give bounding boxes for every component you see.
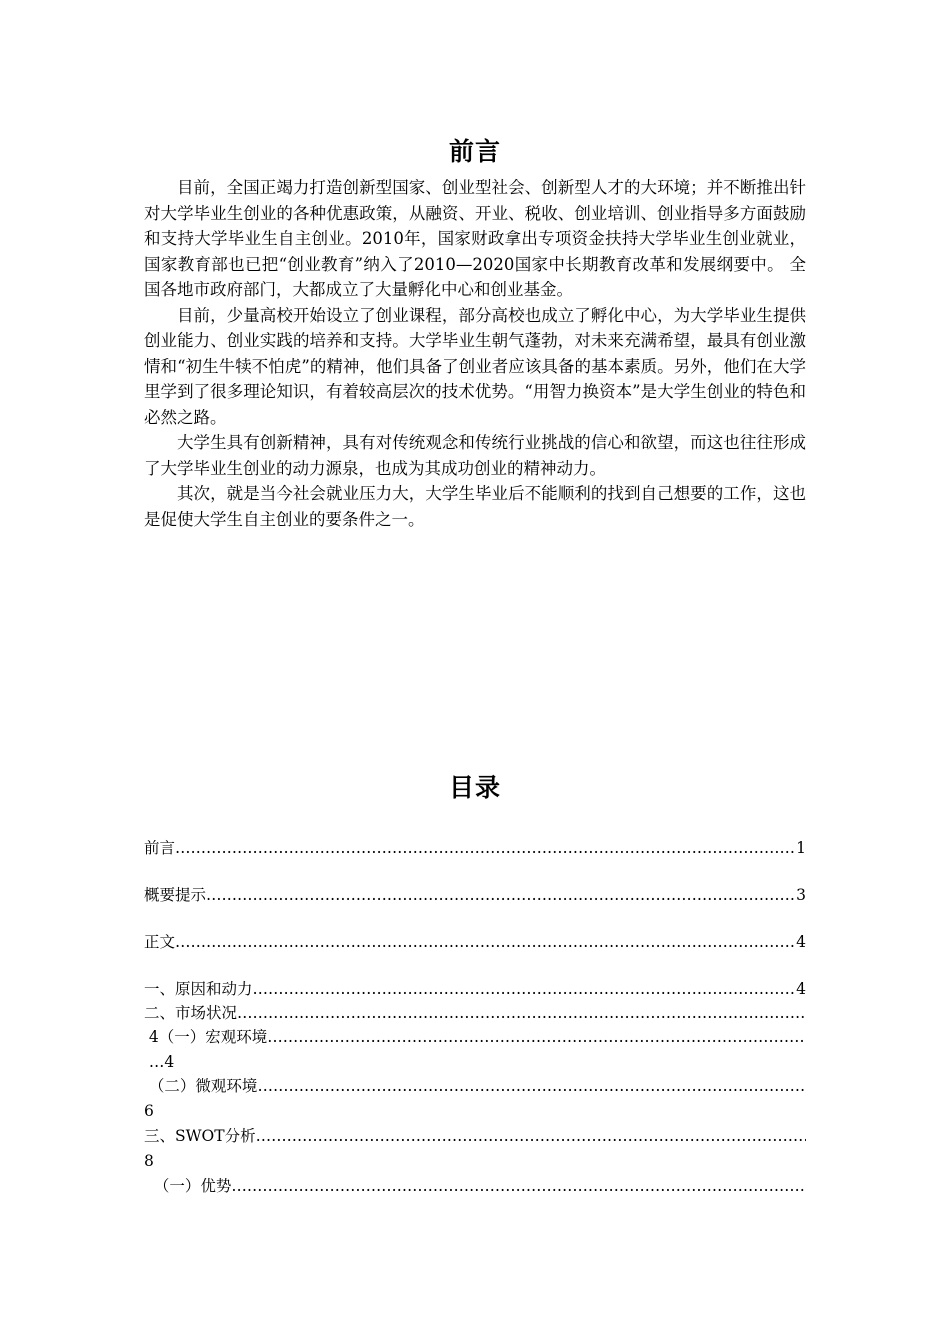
toc-entry-label: 4（一）宏观环境 (144, 1028, 268, 1046)
toc-leader-dots (175, 931, 796, 953)
toc-leader-dots (267, 1026, 806, 1048)
toc-entry-page: 4 (796, 933, 806, 951)
preface-paragraph-1: 目前，全国正竭力打造创新型国家、创业型社会、创新型人才的大环境；并不断推出针对大学毕业生创业的各种优惠政策，从融资、开业、税收、创业培训、创业指导多方面鼓励和支持大学毕业生自主创业。2010年，国家财政拿出专项资金扶持大学毕业生创业就业，国家教育部也已把“创业教育”纳入了2010—2020国家中长期教育改革和发展纲要中。 全国各地市政府部门，大都成立了大量孵化中心和创业基金。 (144, 178, 806, 299)
preface-paragraph-2: 目前，少量高校开始设立了创业课程，部分高校也成立了孵化中心，为大学毕业生提供创业能力、创业实践的培养和支持。大学毕业生朝气蓬勃，对未来充满希望，最具有创业激情和“初生牛犊不怕虎”的精神，他们具备了创业者应该具备的基本素质。另外，他们在大学里学到了很多理论知识，有着较高层次的技术优势。“用智力换资本”是大学生创业的特色和必然之路。 (144, 305, 806, 427)
toc-entry-causes[interactable] (144, 978, 806, 1000)
toc-entry-label: 二、市场状况 (144, 1004, 238, 1022)
toc-entry-label: （二）微观环境 (144, 1077, 258, 1095)
preface-paragraph-3: 大学生具有创新精神，具有对传统观念和传统行业挑战的信心和欲望，而这也往往形成了大学毕业生创业的动力源泉，也成为其成功创业的精神动力。 (144, 433, 806, 478)
toc-entry-micro[interactable] (144, 1075, 806, 1097)
toc-entry-label: （一）优势 (144, 1177, 232, 1195)
toc-entry-summary[interactable] (144, 884, 806, 906)
toc-leader-dots (237, 1002, 806, 1024)
toc-entry-label: 前言 (144, 839, 176, 857)
toc-leader-dots (253, 978, 797, 1000)
toc-leader-dots (231, 1175, 806, 1197)
toc-entry-page: 1 (796, 839, 806, 857)
preface-title: 前言 (448, 137, 501, 166)
toc-wrap-line: 6 (144, 1102, 154, 1120)
toc-entry-preface[interactable] (144, 837, 806, 859)
toc-entry-page: 4 (796, 980, 806, 998)
toc-title: 目录 (448, 773, 501, 802)
toc-leader-dots (206, 884, 796, 906)
toc-entry-label: 一、原因和动力 (144, 980, 253, 998)
toc-entry-macro[interactable] (144, 1026, 806, 1048)
toc-entry-label: 概要提示 (144, 886, 207, 904)
toc-wrap-line: 8 (144, 1152, 154, 1170)
toc-entry-label: 正文 (144, 933, 176, 951)
toc-entry-strengths[interactable] (144, 1175, 806, 1197)
toc-leader-dots (256, 1125, 806, 1147)
toc-entry-swot[interactable] (144, 1125, 806, 1147)
toc-leader-dots (175, 837, 796, 859)
toc-leader-dots (257, 1075, 806, 1097)
toc-entry-main-text[interactable] (144, 931, 806, 953)
toc-entry-page: 3 (796, 886, 806, 904)
toc-entry-label: 三、SWOT分析 (144, 1127, 256, 1145)
toc-wrap-line: …4 (144, 1053, 175, 1071)
preface-body (144, 175, 806, 532)
preface-paragraph-4: 其次，就是当今社会就业压力大，大学生毕业后不能顺利的找到自己想要的工作，这也是促使大学生自主创业的要条件之一。 (144, 484, 806, 529)
toc-entry-market[interactable] (144, 1002, 806, 1024)
